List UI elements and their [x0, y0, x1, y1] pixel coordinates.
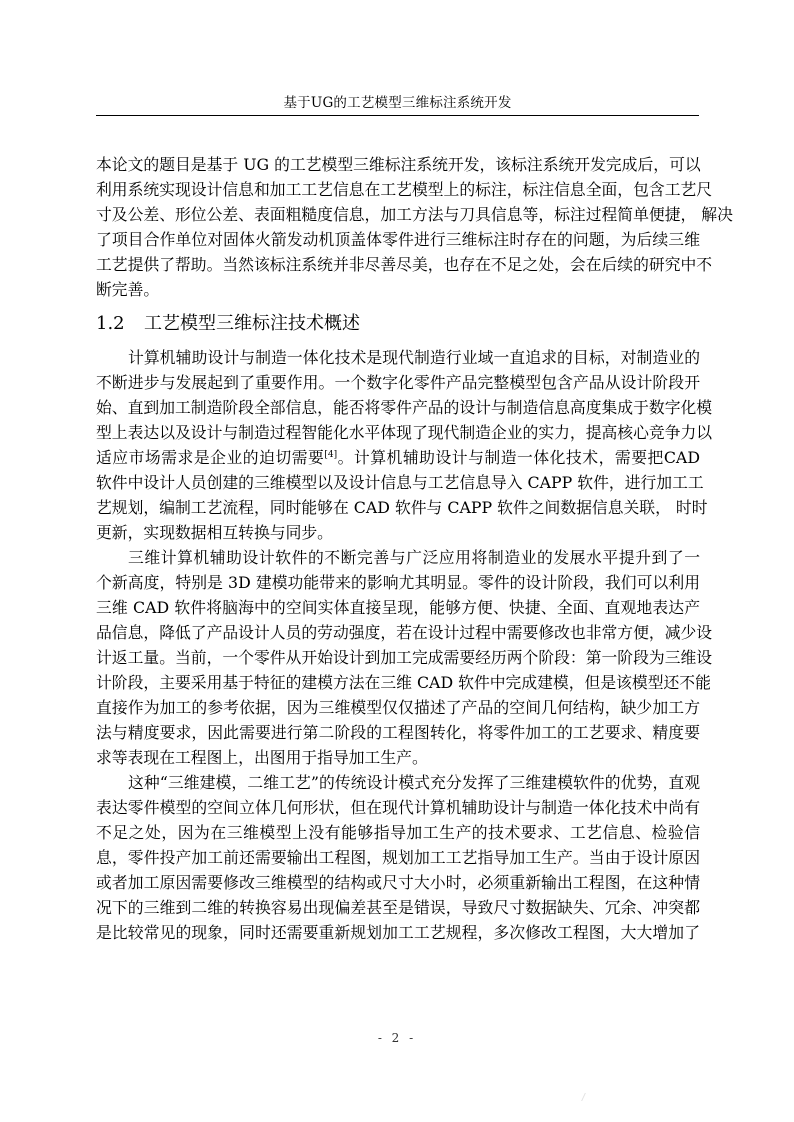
header-divider [96, 115, 699, 116]
text-segment: 。计算机辅助设计与制造一体化技术，需要把CAD [337, 448, 700, 467]
text-line: 利用系统实现设计信息和加工工艺信息在工艺模型上的标注，标注信息全面，包含工艺尺 [96, 180, 713, 199]
text-line: 息，零件投产加工前还需要输出工程图，规划加工工艺指导加工生产。当由于设计原因 [96, 848, 700, 867]
text-line: 了项目合作单位对固体火箭发动机顶盖体零件进行三维标注时存在的问题，为后续三维 [96, 230, 700, 249]
text-line: 或者加工原因需要修改三维模型的结构或尺寸大小时，必须重新输出工程图，在这种情 [96, 873, 700, 892]
text-line: 三维计算机辅助设计软件的不断完善与广泛应用将制造业的发展水平提升到了一 [128, 548, 700, 567]
text-line: 软件中设计人员创建的三维模型以及设计信息与工艺信息导入 CAPP 软件，进行加工工 [96, 473, 704, 492]
page-header-title: 基于UG的工艺模型三维标注系统开发 [283, 95, 512, 111]
text-line: 况下的三维到二维的转换容易出现偏差甚至是错误，导致尺寸数据缺失、冗余、冲突都 [96, 898, 700, 917]
text-line: 计算机辅助设计与制造一体化技术是现代制造行业域一直追求的目标，对制造业的 [128, 348, 700, 367]
page-number: - 2 - [377, 1031, 417, 1045]
text-line: 求等表现在工程图上，出图用于指导加工生产。 [96, 748, 428, 767]
section-number: 1.2 [96, 313, 125, 334]
text-line: 三维 CAD 软件将脑海中的空间实体直接呈现，能够方便、快捷、全面、直观地表达产 [96, 598, 700, 617]
section-title: 工艺模型三维标注技术概述 [144, 313, 360, 334]
text-line: 工艺提供了帮助。当然该标注系统并非尽善尽美，也存在不足之处，会在后续的研究中不 [96, 255, 713, 274]
text-line: 不断进步与发展起到了重要作用。一个数字化零件产品完整模型包含产品从设计阶段开 [96, 373, 700, 392]
section-heading [96, 312, 700, 336]
text-line: 型上表达以及设计与制造过程智能化水平体现了现代制造企业的实力，提高核心竞争力以 [96, 423, 713, 442]
paragraph-3d-cad-software [96, 545, 713, 770]
text-line: 艺规划，编制工艺流程，同时能够在 CAD 软件与 CAPP 软件之间数据信息关联， 时时 [96, 498, 708, 517]
text-line: 更新，实现数据相互转换与同步。 [96, 523, 333, 542]
citation-reference[interactable]: [4] [324, 450, 338, 460]
text-line: 不足之处，因为在三维模型上没有能够指导加工生产的技术要求、工艺信息、检验信 [96, 823, 700, 842]
text-line: 个新高度，特别是 3D 建模功能带来的影响尤其明显。零件的设计阶段，我们可以利用 [96, 573, 700, 592]
text-line: 直接作为加工的参考依据，因为三维模型仅仅描述了产品的空间几何结构，缺少加工方 [96, 698, 700, 717]
text-line: 计返工量。当前，一个零件从开始设计到加工完成需要经历两个阶段：第一阶段为三维设 [96, 648, 713, 667]
text-line: 计阶段，主要采用基于特征的建模方法在三维 CAD 软件中完成建模，但是该模型还不能 [96, 673, 711, 692]
text-line: 始、直到加工制造阶段全部信息，能否将零件产品的设计与制造信息高度集成于数字化模 [96, 398, 713, 417]
text-line: 寸及公差、形位公差、表面粗糙度信息，加工方法与刀具信息等，标注过程简单便捷， 解决 [96, 205, 733, 224]
text-line: 是比较常见的现象，同时还需要重新规划加工工艺规程，多次修改工程图，大大增加了 [96, 923, 700, 942]
text-line-with-citation [96, 445, 700, 470]
text-segment: 适应市场需求是企业的迫切需要 [96, 448, 325, 467]
text-line: 法与精度要求，因此需要进行第二阶段的工程图转化，将零件加工的工艺要求、精度要 [96, 723, 700, 742]
text-line: 断完善。 [96, 280, 160, 299]
paragraph-cad-cam-integration [96, 345, 713, 545]
page-body [96, 152, 733, 945]
text-line: 本论文的题目是基于 UG 的工艺模型三维标注系统开发，该标注系统开发完成后，可以 [96, 155, 701, 174]
paragraph-traditional-design-mode [96, 770, 700, 945]
text-line: 表达零件模型的空间立体几何形状，但在现代计算机辅助设计与制造一体化技术中尚有 [96, 798, 700, 817]
text-line: 品信息，降低了产品设计人员的劳动强度，若在设计过程中需要修改也非常方便，减少设 [96, 623, 713, 642]
scan-mark [581, 1093, 592, 1101]
text-line: 这种“三维建模，二维工艺”的传统设计模式充分发挥了三维建模软件的优势，直观 [128, 773, 700, 792]
paragraph-intro-conclusion [96, 152, 733, 302]
